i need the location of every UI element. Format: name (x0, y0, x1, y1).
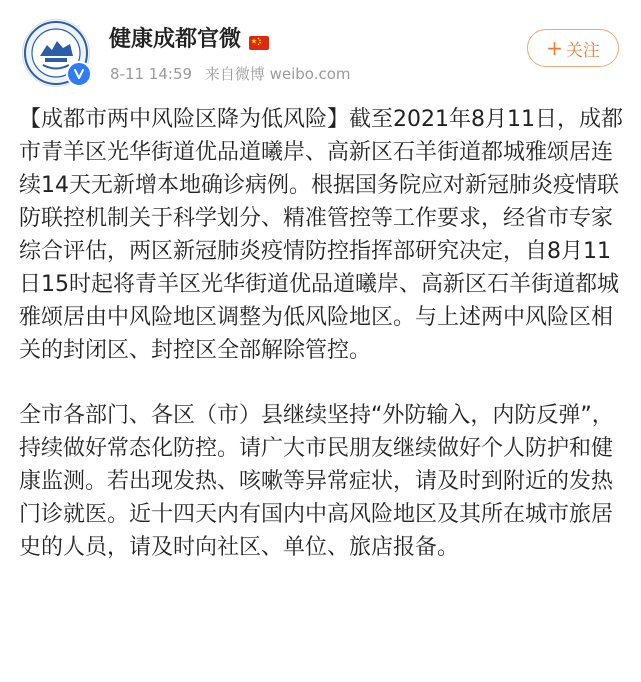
post-time: 8-11 14:59 (110, 65, 193, 83)
post-content (19, 103, 623, 564)
post-paragraph-1: 【成都市两中风险区降为低风险】截至2021年8月11日，成都市青羊区光华街道优品道曦岸、高新区石羊街道都城雅颂居连续14天无新增本地确诊病例。根据国务院应对新冠肺炎疫情联防联控机制关于科学划分、精准管控等工作要求，经省市专家综合评估，两区新冠肺炎疫情防控指挥部研究决定，自8月11日15时起将青羊区光华街道优品道曦岸、高新区石羊街道都城雅颂居由中风险地区调整为低风险地区。与上述两中风险区相关的封闭区、封控区全部解除管控。 (19, 107, 623, 363)
follow-button[interactable] (527, 29, 619, 67)
paragraph-gap (19, 367, 623, 399)
china-flag-icon (249, 31, 269, 45)
avatar[interactable] (22, 19, 90, 87)
author-name[interactable]: 健康成都官微 (109, 27, 242, 52)
author-name-row (109, 22, 269, 53)
verified-badge-icon (66, 61, 92, 87)
post-meta (110, 63, 359, 84)
post-paragraph-2: 全市各部门、各区（市）县继续坚持“外防输入，内防反弹”，持续做好常态化防控。请广大市民朋友继续做好个人防护和健康监测。若出现发热、咳嗽等异常症状，请及时到附近的发热门诊就医。近十四天内有国内中高风险地区及其所在城市旅居史的人员，请及时向社区、单位、旅店报备。 (19, 403, 614, 560)
post-header (0, 0, 641, 96)
plus-icon: + (546, 36, 563, 60)
follow-label: 关注 (565, 40, 600, 61)
post-source[interactable]: 来自微博 weibo.com (204, 65, 351, 83)
